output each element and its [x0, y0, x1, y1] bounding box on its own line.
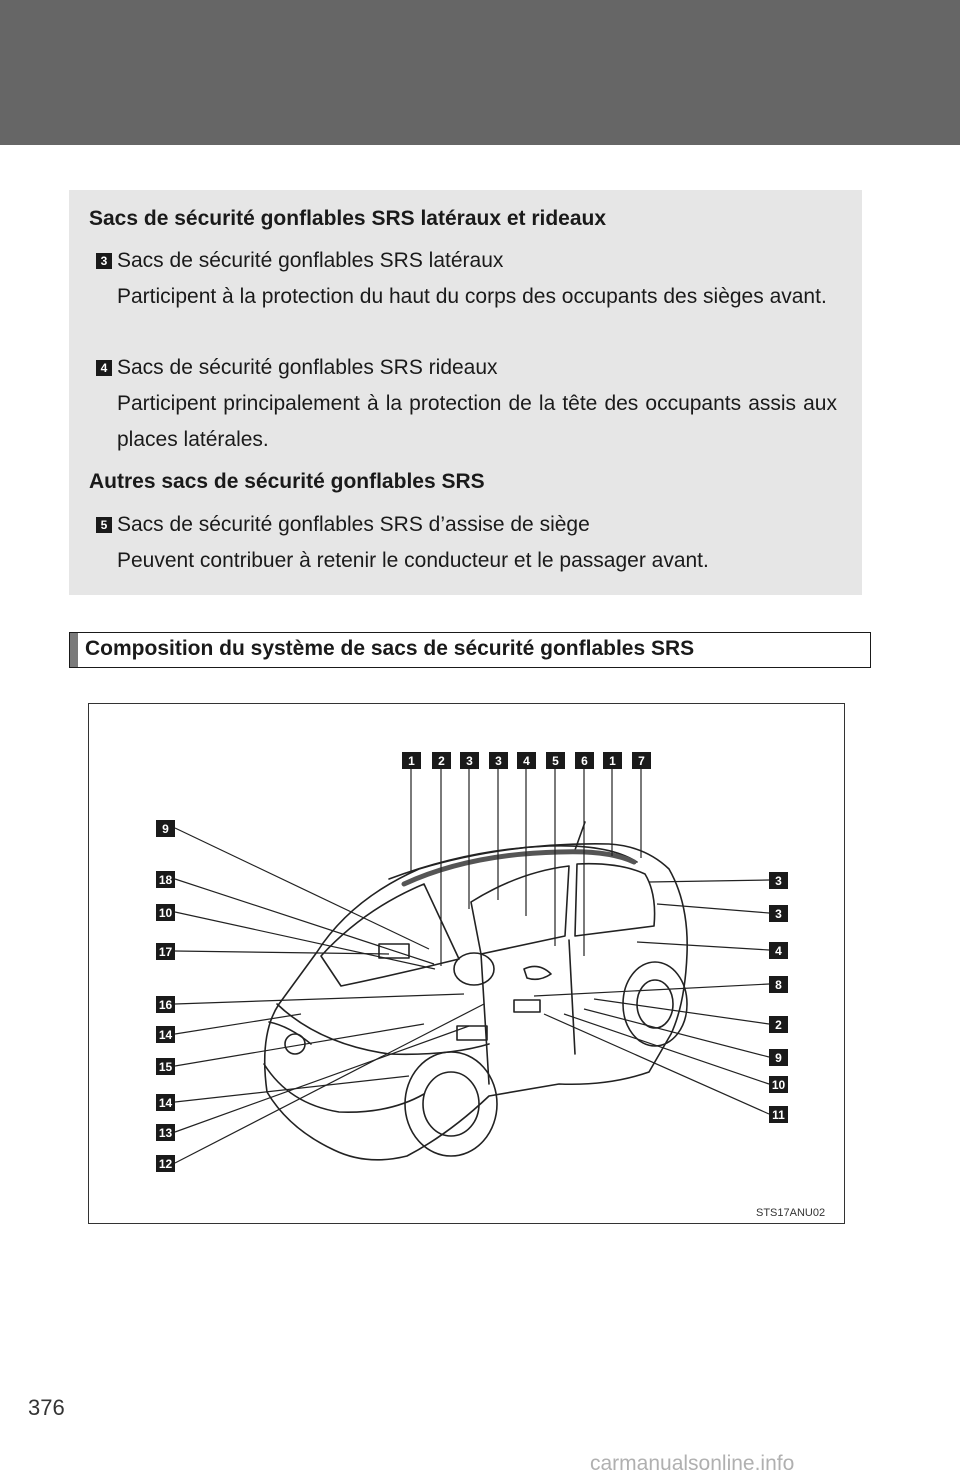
item-desc-5: Peuvent contribuer à retenir le conducteur et le passager avant. — [117, 549, 709, 572]
svg-text:15: 15 — [158, 1060, 173, 1074]
callout-right-8 — [769, 976, 788, 993]
svg-text:1: 1 — [609, 754, 616, 768]
svg-text:5: 5 — [552, 754, 559, 768]
svg-text:3: 3 — [495, 754, 502, 768]
callout-left-14 — [156, 1094, 175, 1111]
callout-right-4 — [769, 942, 788, 959]
diagram-code: STS17ANU02 — [756, 1207, 826, 1219]
svg-text:11: 11 — [772, 1108, 785, 1122]
callout-top-1 — [603, 752, 622, 769]
callout-right-3 — [769, 872, 788, 889]
callout-top-3 — [489, 752, 508, 769]
callout-right-11 — [769, 1106, 788, 1123]
svg-text:10: 10 — [158, 906, 173, 920]
callout-top-6 — [575, 752, 594, 769]
leader-right-11 — [544, 1014, 769, 1114]
leader-left-16 — [175, 994, 464, 1004]
callout-top-1 — [402, 752, 421, 769]
airbag-diagram — [88, 703, 845, 1224]
leader-left-14 — [175, 1014, 301, 1034]
callout-right-9 — [769, 1049, 788, 1066]
item-badge-4: 4 — [96, 360, 112, 376]
item-badge-5: 5 — [96, 517, 112, 533]
heading-accent — [70, 633, 78, 667]
callout-top-5 — [546, 752, 565, 769]
section-title-other: Autres sacs de sécurité gonflables SRS — [89, 470, 485, 493]
leader-right-3 — [649, 880, 769, 882]
svg-text:10: 10 — [771, 1078, 786, 1092]
item-title-4: Sacs de sécurité gonflables SRS rideaux — [117, 356, 498, 379]
callout-left-9 — [156, 820, 175, 837]
svg-text:9: 9 — [162, 822, 169, 836]
item-badge-3: 3 — [96, 253, 112, 269]
callout-top-2 — [432, 752, 451, 769]
callout-left-14 — [156, 1026, 175, 1043]
header-band — [0, 0, 960, 145]
svg-text:1: 1 — [408, 754, 415, 768]
svg-text:16: 16 — [158, 998, 173, 1012]
car-illustration — [89, 704, 846, 1225]
svg-text:6: 6 — [581, 754, 588, 768]
svg-text:3: 3 — [466, 754, 473, 768]
leader-right-4 — [637, 942, 769, 950]
callout-left-13 — [156, 1124, 175, 1141]
leader-left-10 — [175, 912, 435, 969]
callout-top-7 — [632, 752, 651, 769]
item-desc-4: Participent principalement à la protection de la tête des occupants assis aux places latérales. — [117, 392, 837, 451]
callout-left-17 — [156, 943, 175, 960]
watermark: carmanualsonline.info — [590, 1452, 795, 1475]
svg-text:2: 2 — [438, 754, 445, 768]
item-desc-3: Participent à la protection du haut du corps des occupants des sièges avant. — [117, 285, 827, 308]
leader-left-12 — [175, 1004, 484, 1163]
callout-top-3 — [460, 752, 479, 769]
item-title-5: Sacs de sécurité gonflables SRS d’assise de siège — [117, 513, 590, 536]
leader-right-8 — [534, 984, 769, 996]
svg-text:4: 4 — [775, 944, 782, 958]
svg-text:17: 17 — [158, 945, 173, 959]
section-title-side-curtain: Sacs de sécurité gonflables SRS latéraux et rideaux — [89, 207, 607, 230]
svg-text:18: 18 — [158, 873, 173, 887]
callout-right-10 — [769, 1076, 788, 1093]
callout-left-12 — [156, 1155, 175, 1172]
leader-left-15 — [175, 1024, 424, 1066]
section-heading-text: Composition du système de sacs de sécurité gonflables SRS — [85, 637, 695, 660]
callout-left-15 — [156, 1058, 175, 1075]
svg-text:12: 12 — [158, 1157, 173, 1171]
svg-text:14: 14 — [158, 1028, 173, 1042]
svg-text:13: 13 — [158, 1126, 173, 1140]
svg-text:4: 4 — [523, 754, 530, 768]
callout-left-10 — [156, 904, 175, 921]
leader-left-9 — [175, 828, 429, 949]
callout-right-2 — [769, 1016, 788, 1033]
svg-text:8: 8 — [775, 978, 782, 992]
callout-top-4 — [517, 752, 536, 769]
svg-text:14: 14 — [158, 1096, 173, 1110]
leader-right-3 — [657, 904, 769, 913]
svg-text:3: 3 — [775, 874, 782, 888]
svg-text:9: 9 — [775, 1051, 782, 1065]
leader-right-9 — [584, 1009, 769, 1057]
svg-text:2: 2 — [775, 1018, 782, 1032]
item-title-3: Sacs de sécurité gonflables SRS latéraux — [117, 249, 504, 272]
svg-text:7: 7 — [638, 754, 645, 768]
callout-right-3 — [769, 905, 788, 922]
page-number: 376 — [28, 1395, 65, 1420]
leader-left-14 — [175, 1076, 409, 1102]
callout-left-16 — [156, 996, 175, 1013]
callout-left-18 — [156, 871, 175, 888]
svg-text:3: 3 — [775, 907, 782, 921]
section-heading — [69, 632, 871, 668]
